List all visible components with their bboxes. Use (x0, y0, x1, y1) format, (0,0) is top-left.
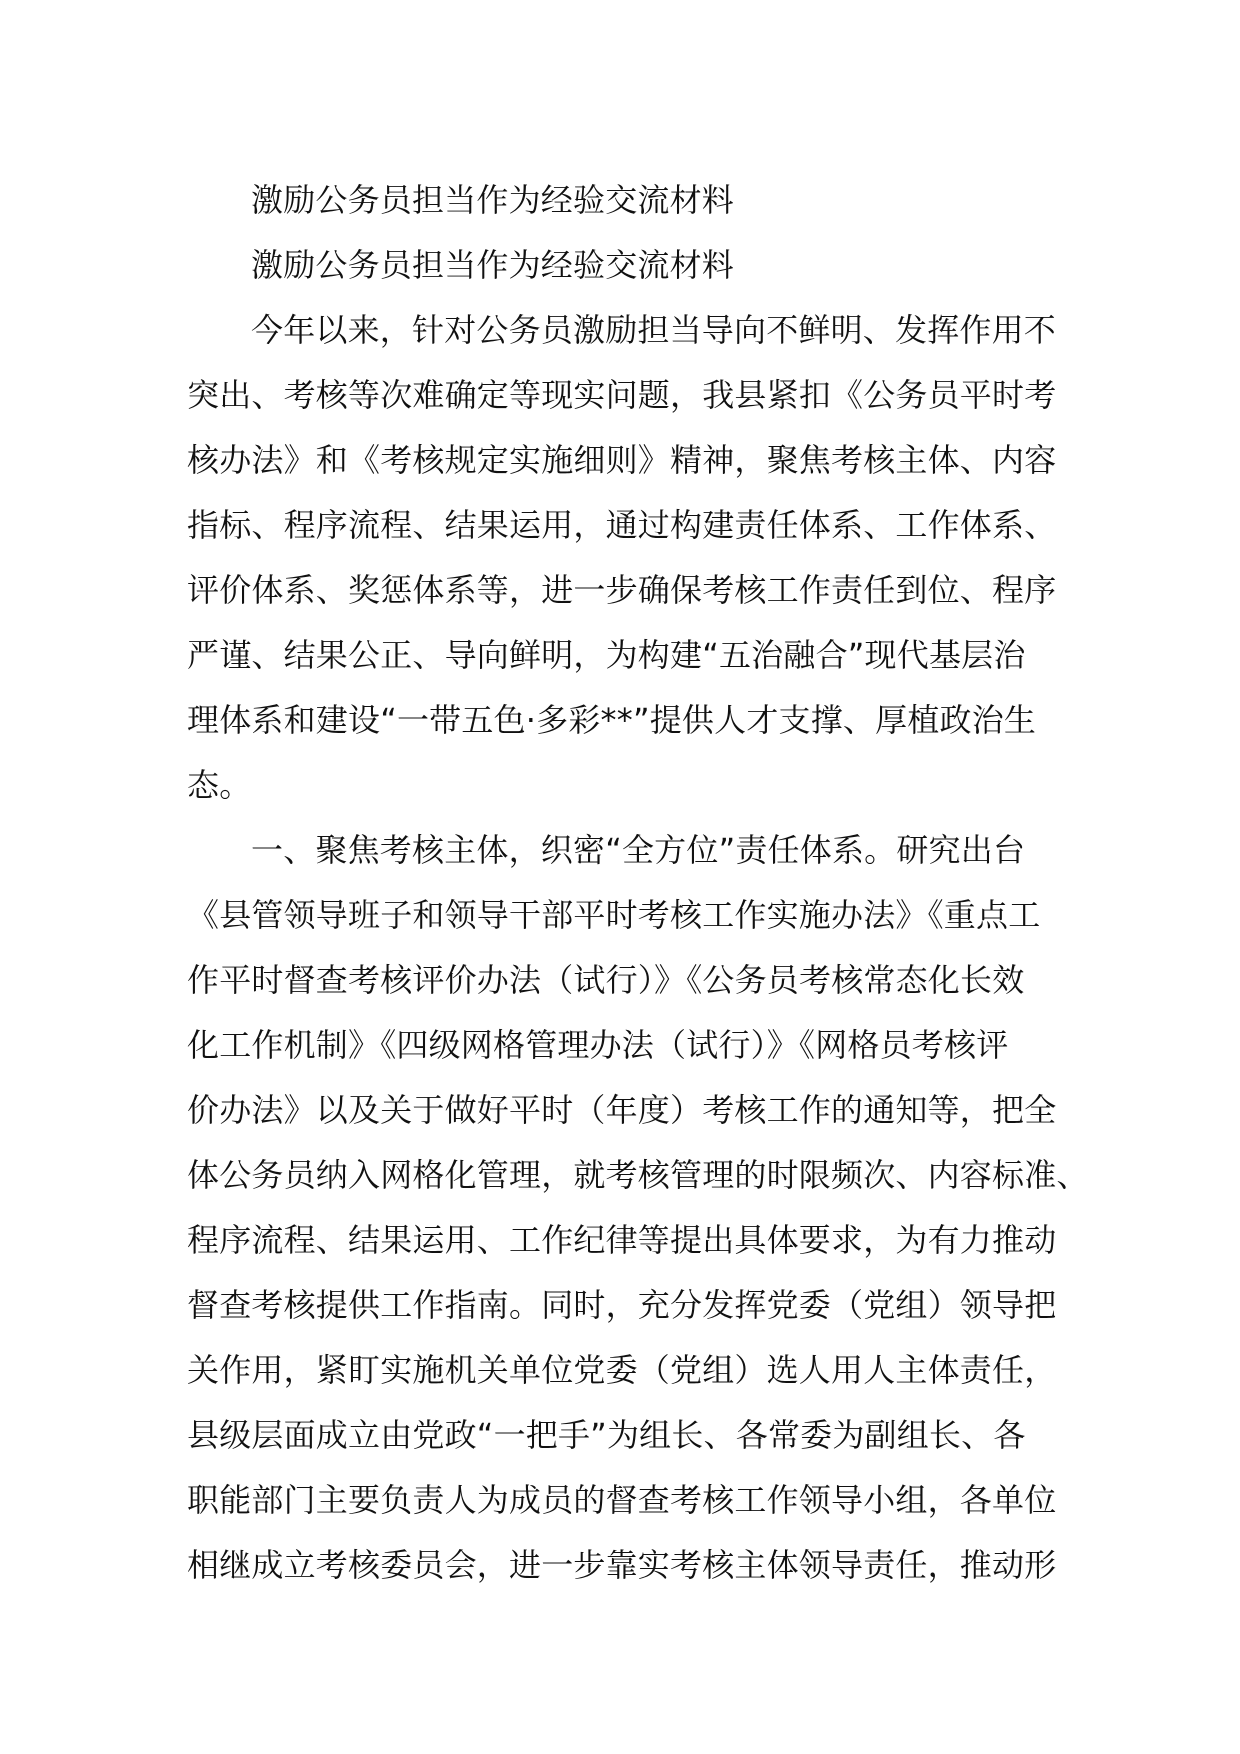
paragraph-line: 相继成立考核委员会，进一步靠实考核主体领导责任，推动形 (187, 1546, 1057, 1584)
paragraph-section-one (187, 818, 1089, 1598)
paragraph-line: 作平时督查考核评价办法（试行）》《公务员考核常态化长效 (187, 961, 1025, 999)
document-title: 激励公务员担当作为经验交流材料 (251, 181, 735, 219)
paragraph-intro (187, 298, 1067, 818)
paragraph-line: 关作用，紧盯实施机关单位党委（党组）选人用人主体责任， (187, 1351, 1057, 1389)
paragraph-line: 职能部门主要负责人为成员的督查考核工作领导小组，各单位 (187, 1481, 1057, 1519)
paragraph-line: 理体系和建设“一带五色·多彩**”提供人才支撑、厚植政治生 (187, 701, 1037, 739)
document-title-repeat: 激励公务员担当作为经验交流材料 (251, 246, 735, 284)
paragraph-line: 体公务员纳入网格化管理，就考核管理的时限频次、内容标准、 (187, 1156, 1089, 1194)
paragraph-line: 严谨、结果公正、导向鲜明，为构建“五治融合”现代基层治 (187, 636, 1026, 674)
paragraph-line: 指标、程序流程、结果运用，通过构建责任体系、工作体系、 (187, 506, 1057, 544)
paragraph-line: 价办法》以及关于做好平时（年度）考核工作的通知等，把全 (187, 1091, 1057, 1129)
paragraph-line: 督查考核提供工作指南。同时，充分发挥党委（党组）领导把 (187, 1286, 1057, 1324)
paragraph-line: 突出、考核等次难确定等现实问题，我县紧扣《公务员平时考 (187, 376, 1057, 414)
paragraph-line: 程序流程、结果运用、工作纪律等提出具体要求，为有力推动 (187, 1221, 1057, 1259)
paragraph-line: 一、聚焦考核主体，织密“全方位”责任体系。研究出台 (251, 831, 1026, 869)
paragraph-line: 化工作机制》《四级网格管理办法（试行）》《网格员考核评 (187, 1026, 1009, 1064)
paragraph-line: 态。 (187, 766, 252, 804)
paragraph-line: 核办法》和《考核规定实施细则》精神，聚焦考核主体、内容 (187, 441, 1057, 479)
paragraph-line: 《县管领导班子和领导干部平时考核工作实施办法》《重点工 (187, 896, 1041, 934)
paragraph-line: 评价体系、奖惩体系等，进一步确保考核工作责任到位、程序 (187, 571, 1057, 609)
paragraph-line: 今年以来，针对公务员激励担当导向不鲜明、发挥作用不 (251, 311, 1057, 349)
paragraph-line: 县级层面成立由党政“一把手”为组长、各常委为副组长、各 (187, 1416, 1026, 1454)
document-page (187, 168, 1089, 1598)
